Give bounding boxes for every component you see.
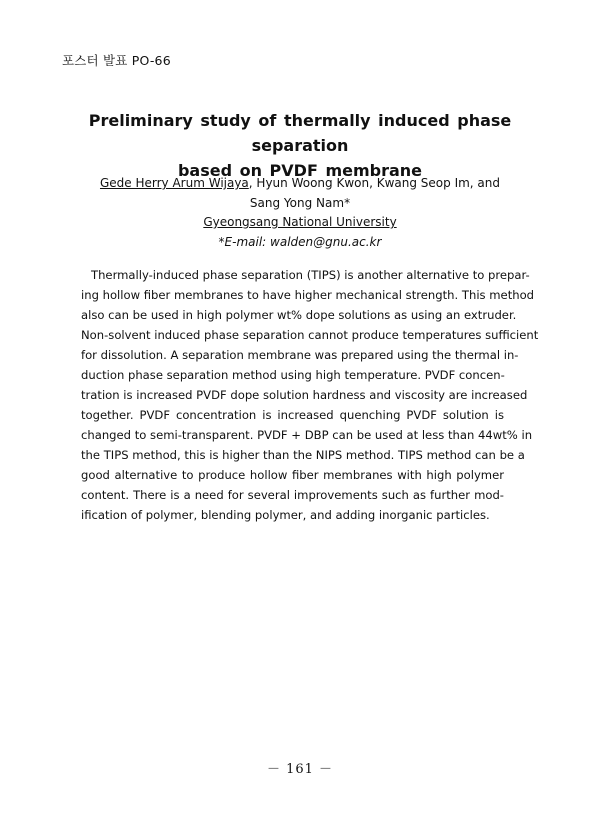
- abstract-line: duction phase separation method using high temperature. PVDF concen-: [81, 368, 505, 382]
- author-line-2: Sang Yong Nam*: [249, 195, 351, 210]
- abstract-line: ing hollow fiber membranes to have higher mechanical strength. This method: [81, 288, 535, 302]
- affiliation: Gyeongsang National University: [203, 215, 397, 229]
- abstract-line: also can be used in high polymer wt% dope solutions as using an extruder.: [81, 308, 517, 322]
- abstract-line: together. PVDF concentration is increased quenching PVDF solution is: [81, 408, 504, 422]
- abstract-line: changed to semi-transparent. PVDF + DBP can be used at less than 44wt% in: [81, 428, 533, 442]
- co-authors: , Hyun Woong Kwon, Kwang Seop Im, and: [248, 176, 500, 190]
- author-line: [60, 174, 540, 194]
- email: *E-mail: walden@gnu.ac.kr: [218, 234, 382, 249]
- title-line: based on PVDF membrane: [177, 161, 423, 180]
- abstract-line: the TIPS method, this is higher than the NIPS method. TIPS method can be a: [81, 448, 525, 462]
- abstract-line: Thermally-induced phase separation (TIPS) is another alternative to prepar-: [91, 268, 530, 282]
- abstract-body: [81, 265, 539, 525]
- paper-title: [60, 108, 540, 183]
- abstract-line: tration is increased PVDF dope solution hardness and viscosity are increased: [81, 388, 528, 402]
- title-line: Preliminary study of thermally induced phase separation: [88, 111, 512, 155]
- abstract-line: Non-solvent induced phase separation cannot produce temperatures sufficient: [81, 328, 539, 342]
- author-block: [60, 174, 540, 252]
- abstract-line: for dissolution. A separation membrane was prepared using the thermal in-: [81, 348, 519, 362]
- abstract-line: content. There is a need for several improvements such as further mod-: [81, 488, 504, 502]
- presenting-author: Gede Herry Arum Wijaya: [99, 176, 249, 190]
- abstract-line: ification of polymer, blending polymer, and adding inorganic particles.: [81, 508, 490, 522]
- abstract-line: good alternative to produce hollow fiber membranes with high polymer: [81, 468, 504, 482]
- page-number: － 161 －: [266, 762, 334, 777]
- session-header: 포스터 발표 PO-66: [62, 53, 171, 68]
